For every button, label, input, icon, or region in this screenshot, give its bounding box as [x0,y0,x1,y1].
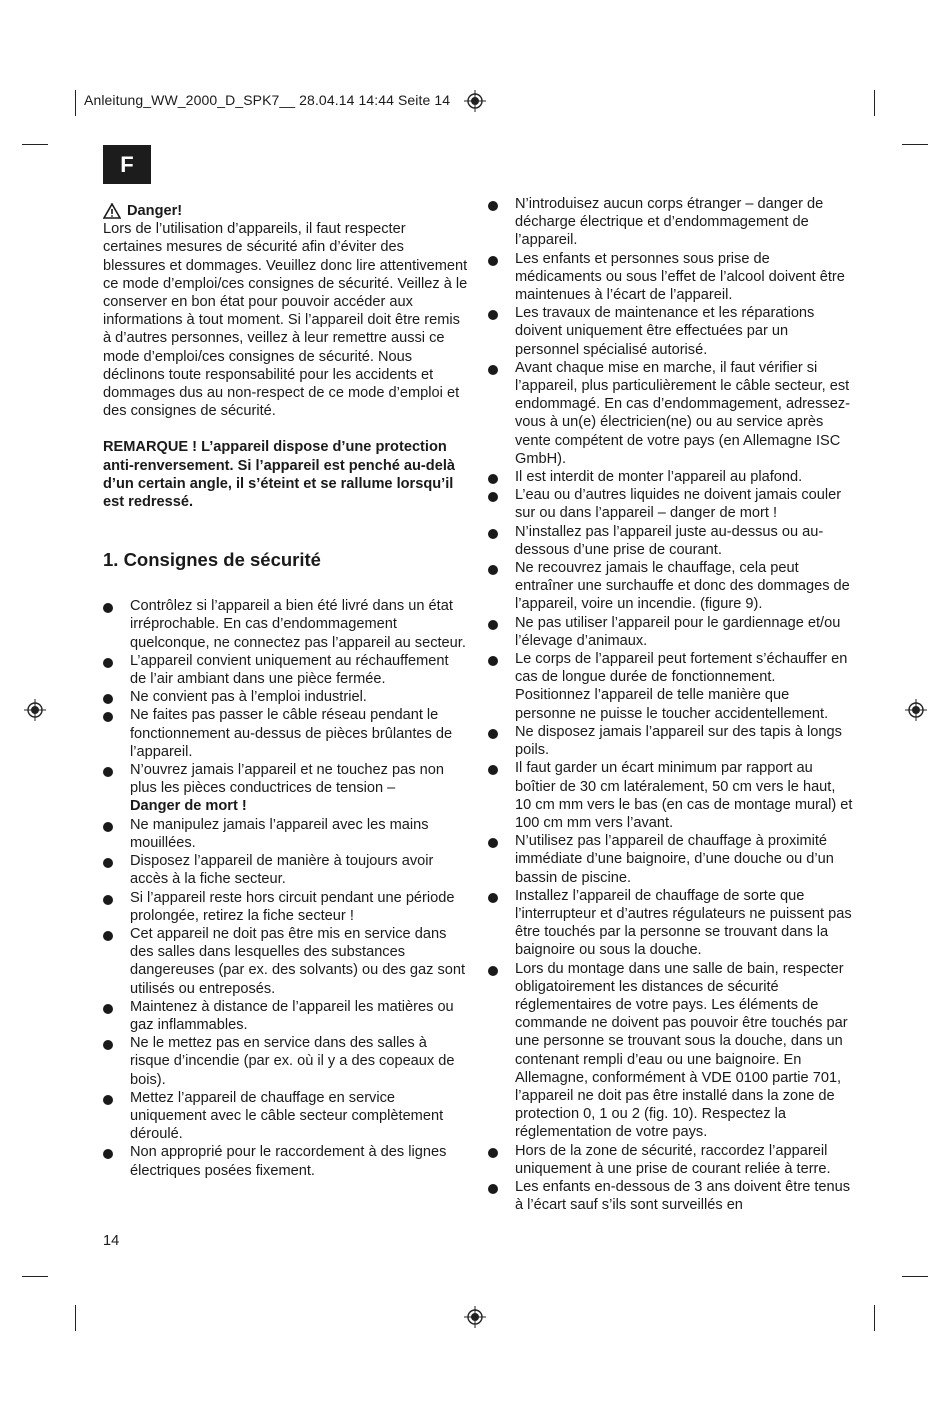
list-item-text: N’ouvrez jamais l’appareil et ne touchez pas non plus les pièces conductrices de tension – [130,762,444,797]
list-item [488,650,853,723]
bullet-icon [103,767,113,777]
list-item [488,559,853,614]
crop-mark [22,1276,48,1277]
bullet-icon [488,474,498,484]
bullet-icon [103,1004,113,1014]
bullet-icon [103,603,113,613]
list-item [488,960,853,1142]
list-item [103,889,468,925]
bullet-icon [103,1149,113,1159]
list-item-text: Ne convient pas à l’emploi industriel. [130,689,367,706]
safety-list-right [488,195,853,1214]
bullet-icon [103,1040,113,1050]
left-column [103,202,468,1180]
list-item [103,706,468,761]
section-title: 1. Consignes de sécurité [103,549,321,571]
list-item-text: Contrôlez si l’appareil a bien été livré dans un état irréprochable. En cas d’endommagement quelconque, ne connectez pas l’appareil au secteur. [130,598,466,651]
danger-of-death-label: Danger de mort ! [130,798,247,815]
language-badge: F [103,145,151,184]
danger-heading [103,202,468,220]
bullet-icon [103,712,113,722]
warning-triangle-icon [103,203,121,219]
bullet-icon [103,1095,113,1105]
bullet-icon [488,529,498,539]
crop-mark [874,90,875,116]
list-item [488,304,853,359]
list-item-text: Le corps de l’appareil peut fortement s’échauffer en cas de longue durée de fonctionnement. Positionnez l’appareil de telle manière que personne ne puisse le toucher accidentellement. [515,651,848,722]
list-item-text: Maintenez à distance de l’appareil les matières ou gaz inflammables. [130,998,454,1033]
list-item-text: N’installez pas l’appareil juste au-dessus ou au-dessous d’une prise de courant. [515,523,824,558]
crop-mark [902,144,928,145]
list-item [488,887,853,960]
registration-mark-icon [464,90,486,112]
crop-mark [874,1305,875,1331]
print-header: Anleitung_WW_2000_D_SPK7__ 28.04.14 14:44 Seite 14 [84,92,451,108]
list-item-text: Les travaux de maintenance et les réparations doivent uniquement être effectuées par un personnel spécialisé autorisé. [515,305,815,358]
list-item [103,925,468,998]
list-item [488,523,853,559]
registration-mark-icon [24,699,46,721]
list-item-text: Les enfants et personnes sous prise de médicaments ou sous l’effet de l’alcool doivent être maintenues à l’écart de l’appareil. [515,250,845,304]
bullet-icon [103,694,113,704]
bullet-icon [488,656,498,666]
bullet-icon [103,895,113,905]
danger-text: Lors de l’utilisation d’appareils, il faut respecter certaines mesures de sécurité afin d’éviter des blessures et dommages. Veuillez donc lire attentivement ce mode d’emploi/ces consignes de sécurité. Veillez à le conserver en bon état pour pouvoir accéder aux informations à tout moment. Si l’appareil doit être remis à d’autres personnes, veillez à leur remettre aussi ce mode d’emploi/ces consignes de sécurité. Nous déclinons toute responsabilité pour les accidents et dommages dus au non-respect de ce mode d’emploi et des consignes de sécurité. [103,221,468,420]
bullet-icon [103,931,113,941]
list-item [103,688,468,706]
list-item-text: N’introduisez aucun corps étranger – danger de décharge électrique et d’endommagement de l’appareil. [515,196,824,249]
list-item [103,597,468,652]
list-item [488,486,853,522]
list-item-text: Si l’appareil reste hors circuit pendant une période prolongée, retirez la fiche secteur ! [130,889,455,924]
list-item [488,468,853,486]
bullet-icon [488,310,498,320]
bullet-icon [488,765,498,775]
bullet-icon [488,1148,498,1158]
list-item-text: Mettez l’appareil de chauffage en service uniquement avec le câble secteur complètement déroulé. [130,1089,444,1143]
list-item-text: L’eau ou d’autres liquides ne doivent jamais couler sur ou dans l’appareil – danger de mort ! [515,487,842,522]
list-item-text: Il faut garder un écart minimum par rapport au boîtier de 30 cm latéralement, 50 cm vers le haut, 10 cm mm vers le bas (en cas de montage mural) et 100 cm mm vers l’avant. [515,760,853,831]
list-item-text: Cet appareil ne doit pas être mis en service dans des salles dans lesquelles des substances dangereuses (par ex. des solvants) ou des gaz sont utilisés ou entreposés. [130,925,466,997]
crop-mark [75,1305,76,1331]
list-item [488,250,853,305]
note-paragraph: REMARQUE ! L’appareil dispose d’une protection anti-renversement. Si l’appareil est penché au-delà d’un certain angle, il s’éteint et se rallume lorsqu’il est redressé. [103,439,455,511]
list-item-text: Ne faites pas passer le câble réseau pendant le fonctionnement au-dessus de pièces brûlantes de l’appareil. [130,707,453,760]
crop-mark [75,90,76,116]
safety-list-left [103,597,468,1180]
list-item [488,1178,853,1214]
bullet-icon [488,365,498,375]
list-item-text: Les enfants en-dessous de 3 ans doivent être tenus à l’écart sauf s’ils sont surveillés en [515,1178,851,1214]
list-item [103,816,468,852]
list-item [103,1034,468,1089]
list-item [488,832,853,887]
bullet-icon [488,201,498,211]
page-number: 14 [103,1233,120,1249]
list-item-text: Ne manipulez jamais l’appareil avec les mains mouillées. [130,816,429,851]
bullet-icon [488,729,498,739]
bullet-icon [488,966,498,976]
right-column [488,195,853,1214]
bullet-icon [488,565,498,575]
bullet-icon [103,822,113,832]
bullet-icon [488,492,498,502]
bullet-icon [103,658,113,668]
list-item [103,1143,468,1179]
list-item-text: Ne disposez jamais l’appareil sur des tapis à longs poils. [515,723,842,759]
list-item [103,761,468,816]
list-item-text: Installez l’appareil de chauffage de sorte que l’interrupteur et d’autres régulateurs ne puissent pas être touchés par la personne se trouvant dans la baignoire ou sous la douche. [515,887,852,959]
crop-mark [22,144,48,145]
list-item-text: Il est interdit de monter l’appareil au plafond. [515,469,803,486]
bullet-icon [488,838,498,848]
crop-mark [902,1276,928,1277]
list-item [488,723,853,759]
list-item-text: Non approprié pour le raccordement à des lignes électriques posées fixement. [130,1144,447,1179]
list-item [103,652,468,688]
list-item-text: Ne le mettez pas en service dans des salles à risque d’incendie (par ex. où il y a des copeaux de bois). [130,1035,455,1088]
registration-mark-icon [905,699,927,721]
bullet-icon [488,620,498,630]
list-item-text: Disposez l’appareil de manière à toujours avoir accès à la fiche secteur. [130,853,434,888]
list-item [103,852,468,888]
bullet-icon [103,858,113,868]
danger-title: Danger! [127,203,183,219]
list-item [103,1089,468,1144]
registration-mark-icon [464,1306,486,1328]
list-item [103,998,468,1034]
bullet-icon [488,256,498,266]
list-item [488,1142,853,1178]
list-item-text: Ne pas utiliser l’appareil pour le gardiennage et/ou l’élevage d’animaux. [515,614,841,649]
list-item [488,359,853,468]
list-item-text: L’appareil convient uniquement au réchauffement de l’air ambiant dans une pièce fermée. [130,652,449,688]
list-item-text: Hors de la zone de sécurité, raccordez l’appareil uniquement à une prise de courant reliée à terre. [515,1142,831,1177]
list-item-text: Lors du montage dans une salle de bain, respecter obligatoirement les distances de sécurité réglementaires de votre pays. Les éléments de commande ne doivent pas pouvoir être touchés par une personne se trouvant sous la douche, dans un contenant rempli d’eau ou une baignoire. En Allemagne, conformément à VDE 0100 partie 701, l’appareil ne doit pas être installé dans la zone de protection 0, 1 ou 2 (fig. 10). Respectez la réglementation de votre pays. [515,960,848,1141]
list-item [488,614,853,650]
list-item [488,759,853,832]
list-item [488,195,853,250]
list-item-text: Ne recouvrez jamais le chauffage, cela peut entraîner une surchauffe et donc des dommages de l’appareil, voire un incendie. (figure 9). [515,560,850,613]
list-item-text: N’utilisez pas l’appareil de chauffage à proximité immédiate d’une baignoire, d’une douche ou d’un bassin de piscine. [515,833,834,886]
bullet-icon [488,893,498,903]
list-item-text: Avant chaque mise en marche, il faut vérifier si l’appareil, plus particulièrement le câble secteur, est endommagé. En cas d’endommagement, adressez-vous à un(e) électricien(ne) ou au service après vente compétent de votre pays (en Allemagne ISC GmbH). [515,359,851,467]
bullet-icon [488,1184,498,1194]
